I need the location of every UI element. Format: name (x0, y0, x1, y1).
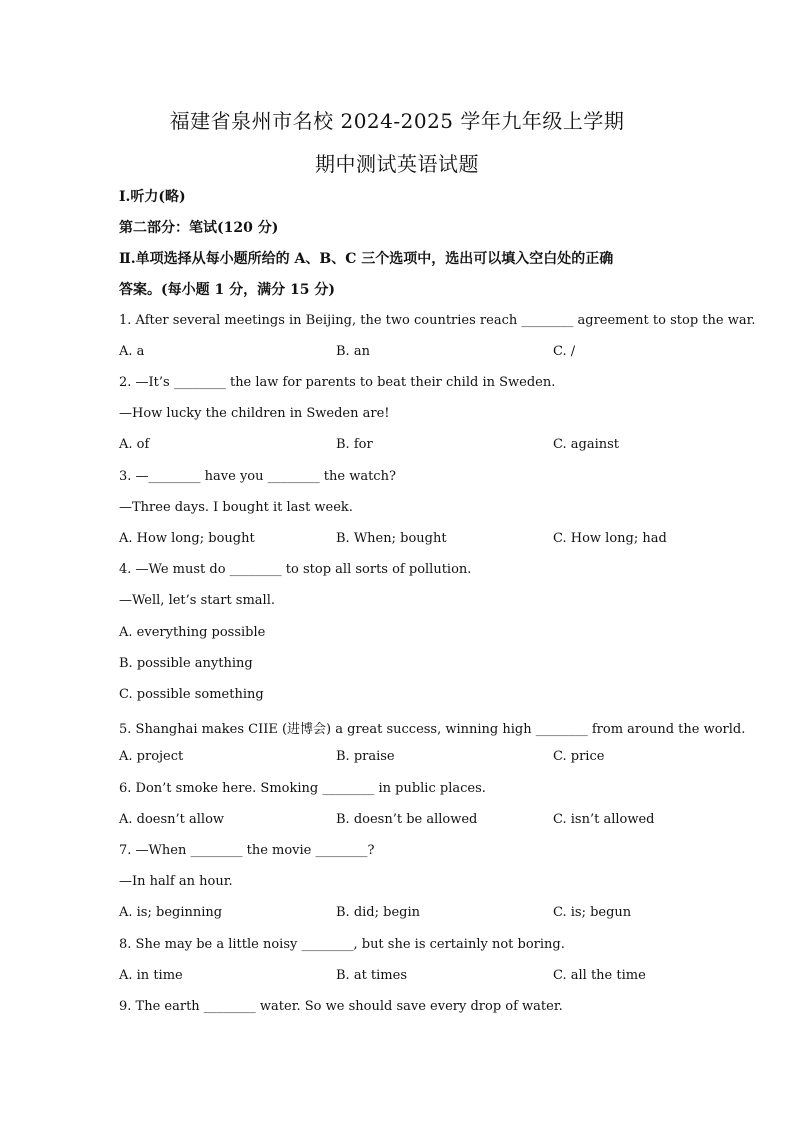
section2-instructions-line2: 答案。(每小题 1 分，满分 15 分) (119, 282, 335, 298)
question-9-stem: 9. The earth ________ water. So we should save every drop of water. (119, 999, 563, 1014)
question-2-option-c: C. against (553, 437, 619, 452)
question-5-option-c: C. price (553, 749, 605, 764)
question-6-option-b: B. doesn’t be allowed (336, 812, 478, 827)
question-6-stem: 6. Don’t smoke here. Smoking ________ in public places. (119, 781, 486, 796)
question-1-stem: 1. After several meetings in Beijing, the two countries reach ________ agreement to stop the war. (119, 313, 756, 328)
question-7-stem: 7. —When ________ the movie ________? (119, 843, 375, 858)
question-1-option-a: A. a (119, 344, 145, 359)
question-4-reply: —Well, let’s start small. (119, 593, 275, 608)
question-7-reply: —In half an hour. (119, 874, 233, 889)
question-2-option-b: B. for (336, 437, 373, 452)
question-5-option-b: B. praise (336, 749, 395, 764)
question-3-stem: 3. —________ have you ________ the watch? (119, 469, 396, 484)
question-8-option-a: A. in time (119, 968, 183, 983)
question-1-option-b: B. an (336, 344, 370, 359)
question-8-option-c: C. all the time (553, 968, 646, 983)
question-3-reply: —Three days. I bought it last week. (119, 500, 353, 515)
question-8-option-b: B. at times (336, 968, 407, 983)
question-4-option-c: C. possible something (119, 687, 264, 702)
question-4-option-a: A. everything possible (119, 625, 266, 640)
question-1-option-c: C. / (553, 344, 576, 359)
question-7-option-b: B. did; begin (336, 905, 420, 920)
question-6-option-a: A. doesn’t allow (119, 812, 225, 827)
question-7-option-a: A. is; beginning (119, 905, 223, 920)
question-7-option-c: C. is; begun (553, 905, 632, 920)
question-2-option-a: A. of (119, 437, 150, 452)
question-4-stem: 4. —We must do ________ to stop all sorts of pollution. (119, 562, 472, 577)
question-3-option-a: A. How long; bought (119, 531, 255, 546)
question-5-stem: 5. Shanghai makes CIIE (进博会) a great success, winning high ________ from around the world. (119, 722, 746, 737)
question-8-stem: 8. She may be a little noisy ________, but she is certainly not boring. (119, 937, 565, 952)
exam-title-line1: 福建省泉州市名校 2024-2025 学年九年级上学期 (169, 109, 625, 133)
question-2-reply: —How lucky the children in Sweden are! (119, 406, 390, 421)
question-2-stem: 2. —It’s ________ the law for parents to beat their child in Sweden. (119, 375, 556, 390)
written-part-heading: 第二部分：笔试(120 分) (119, 220, 279, 236)
exam-title-line2: 期中测试英语试题 (315, 152, 479, 176)
question-6-option-c: C. isn’t allowed (553, 812, 655, 827)
question-5-option-a: A. project (119, 749, 184, 764)
question-3-option-b: B. When; bought (336, 531, 447, 546)
question-3-option-c: C. How long; had (553, 531, 667, 546)
listening-section-heading: Ⅰ.听力(略) (119, 189, 186, 205)
question-4-option-b: B. possible anything (119, 656, 253, 671)
section2-instructions-line1: Ⅱ.单项选择从每小题所给的 A、B、C 三个选项中，选出可以填入空白处的正确 (119, 251, 614, 267)
